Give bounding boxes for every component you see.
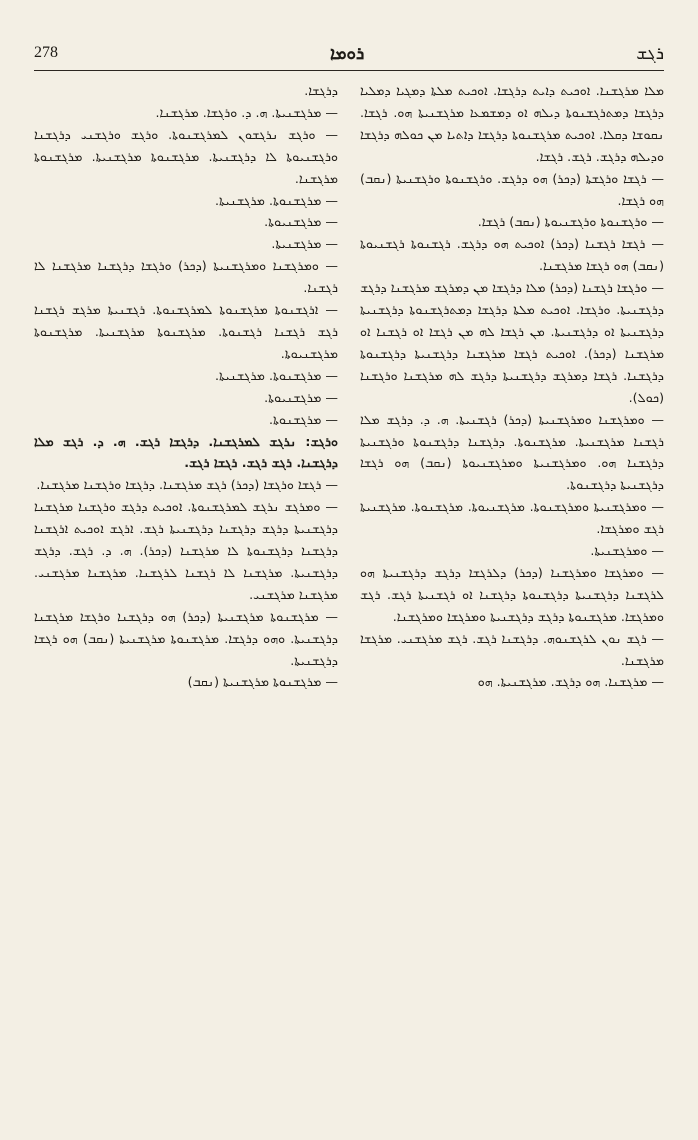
entry: — ܡܪܓܫܢܐ. ܗܘ ܕܪܓܫ. ܡܪܓܫܢܝܬܐ. ܗܘ bbox=[477, 674, 664, 690]
entry: — ܐܪܓܫܢܘܬܐ ܡܪܓܫܢܘܬܐ ܠܡܪܓܫܢܘܬܐ. ܪܓܫܢܝܬܐ ܡܪܓܫ ܪܓܫܢܐ ܪܓܫ ܪܓܫܢܐ ܪܓܫܢܘܬܐ. ܡܪܓܫܢܘܬܐ ܡܪܓܫܢܝܬܐ. ܡܪܓܫܢܘܬܐ ܡܪܓܫܢܝܘܬܐ. bbox=[34, 302, 338, 361]
entry: — ܪܓܫܐ ܘܪܓܫܬܐ (ܕܟܪ) ܗܘ ܕܪܓܫ. ܘܪܓܫܢܘܬܐ ܘܪܓܫܢܝܬܐ (ܢܩܒ) ܗܘ ܪܓܫܐ. bbox=[360, 170, 664, 208]
entry: — ܘܪܓܫܢܘܬܐ ܘܪܓܫܢܝܘܬܐ (ܢܩܒ) ܪܓܫܐ. bbox=[477, 214, 664, 230]
entry: — ܡܪܓܫܢܘܬܐ. ܡܪܓܫܢܝܬܐ. bbox=[214, 367, 338, 383]
entry: ܕܪܓܫܐ. bbox=[304, 83, 338, 98]
entry: — ܡܪܓܫܢܘܬܐ. bbox=[268, 411, 338, 427]
entry: — ܘܪܓܫ ܢܪܓܫܘܢ ܠܡܪܓܫܢܘܬܐ. ܘܪܓܫ ܘܪܓܫܢܝ ܕܪܓܫܢܐ ܘܪܓܫܢܝܘܬܐ ܠܐ ܕܪܓܫܢܝܬܐ. ܡܪܓܫܢܘܬܐ ܡܪܓܫܢܝܬܐ. ܡܪܓܫܢܘܬܐ ܡܪܓܫܢܐ. bbox=[34, 126, 338, 186]
entry: — ܪܓܫ ܢܘܢ ܠܪܓܫܢܘܗ. ܕܪܓܫܢܐ ܪܓܫ. ܪܓܫ ܡܪܓܫܢܝ. ܡܪܓܫܐ ܡܪܓܫܢܐ. bbox=[360, 630, 664, 668]
entry: — ܡܪܓܫܢܘܬܐ ܡܪܓܫܢܝܬܐ (ܕܟܪ) ܗܘ ܕܪܓܫܢܐ ܘܪܓܫܐ ܡܪܓܫܢܐ ܕܪܓܫܢܝܬܐ. ܘܗܘ ܕܪܓܫܐ. ܡܪܓܫܢܘܬܐ ܡܪܓܫܢܝܬܐ (ܢܩܒ) ܗܘ ܪܓܫܐ ܕܪܓܫܢܝܬܐ. bbox=[34, 608, 338, 668]
entry: — ܪܓܫܐ ܪܓܫܢܐ (ܕܟܪ) ܐܘܟܝܬ ܗܘ ܕܪܓܫ. ܪܓܫܢܘܬܐ ܪܓܫܢܝܘܬܐ (ܢܩܒ) ܗܘ ܪܓܫܐ ܡܪܓܫܢܐ. bbox=[360, 236, 664, 274]
entry: — ܘܡܪܓܫ ܢܪܓܫ ܠܡܪܓܫܢܘܬܐ. ܐܘܟܝܬ ܕܪܓܫ ܘܪܓܫܢܐ ܡܪܓܫܢܐ ܕܪܓܫܢܝܬܐ ܕܪܓܫ ܕܪܓܫܢܐ ܕܪܓܫܢܝܬܐ ܪܓܫ. ܐܪܓܫ ܐܘܟܝܬ ܐܪܓܫܢܐ ܕܪܓܫܢܐ ܕܪܓܫܢܘܬܐ ܠܐ ܡܪܓܫܢܐ (ܕܟܪ). ܗ. ܕ. ܪܓܫ. ܕܪܓܫ ܕܪܓܫܢܝܬܐ. ܡܪܓܫܢܐ ܠܐ ܪܓܫܢܐ ܠܪܓܫܢܐ. ܡܪܓܫܢܐ ܡܪܓܫܢܝ. ܡܪܓܫܢܐ ܡܪܓܫܢܝ. bbox=[34, 499, 338, 602]
entry: — ܘܪܓܫܐ ܪܓܫܢܐ (ܕܟܪ) ܡܠܐ ܕܪܓܫܐ ܡܢ ܕܡܪܓܫ ܡܪܓܫܢܐ ܕܪܓܫ ܕܪܓܫܢܝܬܐ. ܘܪܓܫܐ. ܐܘܟܝܬ ܡܠܬܐ ܕܪܓܫܐ ܕܡܬܪܓܫܢܘܬܐ ܕܪܓܫܢܝܬܐ ܕܪܓܫܢܝܬܐ ܐܘ ܕܪܓܫܢܝܬܐ. ܡܢ ܪܓܫܐ ܠܗ ܡܢ ܪܓܫܐ ܐܘ ܪܓܫܢܐ ܐܘ ܡܪܓܫܢܐ (ܕܟܪ). ܐܘܟܝܬ ܪܓܫܐ ܡܪܓܫܢܐ ܕܪܓܫܢܝܬܐ ܕܪܓܫܢܘܬܐ ܕܪܓܫܢܐ. ܪܓܫܐ ܕܡܪܓܫ ܕܪܓܫܢܝܬܐ ܕܪܓܫ ܠܗ ܡܪܓܫܢܐ ܘܪܓܫܢܐ (ܟܘܠ). bbox=[360, 280, 664, 405]
entry: — ܡܪܓܫܢܝܬܐ. bbox=[271, 236, 338, 252]
entry: — ܘܡܪܓܫܢܐ ܘܡܪܓܫܢܝܬܐ (ܕܟܪ) ܪܓܫܢܝܬܐ. ܗ. ܕ. ܕܪܓܫ ܡܠܐ ܪܓܫܢܐ ܡܪܓܫܢܝܬܐ. ܡܪܓܫܢܘܬܐ. ܕܪܓܫܢܐ ܕܪܓܫܢܘܬܐ ܘܪܓܫܢܝܬܐ ܕܪܓܫܢܐ ܗܘ. ܘܡܪܓܫܢܝܬܐ ܘܡܪܓܫܢܝܘܬܐ (ܢܩܒ) ܗܘ ܪܓܫܐ ܕܪܓܫܢܝܬܐ ܕܪܓܫܢܘܬܐ. bbox=[360, 411, 664, 493]
entry: ܡܠܐ ܡܪܓܫܢܐ. ܐܘܟܝܬ ܕܐܝܬ ܕܪܓܫܐ. ܐܘܟܝܬ ܡܠܬܐ ܕܡܓܝܐ ܕܡܠܝܐ ܕܪܓܫܐ ܕܡܬܪܓܫܢܘܬܐ ܕܝܠܗ ܐܘ ܕܡܫܡܥܐ ܡܪܓܫܢܝܬܐ ܗܘ. ܪܓܫܐ. ܢܩܘܫܐ ܕܩܠܐ. ܐܘܟܝܬ ܡܪܓܫܢܘܬܐ ܕܪܓܫܐ ܕܐܬܝܐ ܡܢ ܟܘܠܗ ܕܪܓܫܐ ܘܕܝܠܗ ܕܪܓܫ. ܪܓܫ. ܪܓܫܐ. bbox=[360, 83, 664, 164]
running-title: ܪܘܡܐ bbox=[330, 44, 365, 63]
text-columns bbox=[34, 80, 664, 1116]
left-column bbox=[34, 80, 338, 1116]
entry: — ܡܪܓܫܢܝܘܬܐ. bbox=[264, 214, 338, 230]
entry: — ܘܡܪܓܫܢܝܬܐ. bbox=[590, 543, 664, 559]
entry: — ܡܪܓܫܢܘܬܐ ܡܪܓܫܢܝܬܐ (ܢܩܒ) bbox=[187, 674, 338, 690]
entry: — ܘܡܪܓܫܢܐ ܘܡܪܓܫܢܝܬܐ (ܕܟܪ) ܘܪܓܫܐ ܕܪܓܫܢܐ ܡܪܓܫܢܐ ܠܐ ܪܓܫܢܐ. bbox=[34, 258, 338, 296]
headword-entry: ܘܪܓܫ: ܢܪܓܫ ܠܡܪܓܫܢܐ. ܕܪܓܫܐ ܪܓܫ. ܗ. ܕ. ܪܓܫ ܡܠܐ ܕܪܓܫܢܐ. ܪܓܫ ܪܓܫ. ܪܓܫܐ ܪܓܫ. bbox=[34, 433, 338, 471]
page-header bbox=[34, 44, 664, 72]
entry: — ܘܡܪܓܫܐ ܘܡܪܓܫܢܐ (ܕܟܪ) ܕܠܪܓܫܐ ܕܪܓܫ ܕܪܓܫܢܝܬܐ ܗܘ ܠܪܓܫܢܐ ܕܪܓܫܢܝܬܐ ܕܪܓܫܢܘܬܐ ܕܪܓܫܢܐ ܐܘ ܪܓܫܢܝܬܐ ܪܓܫ. ܪܓܫ ܘܡܪܓܫܐ. ܡܪܓܫܢܘܬܐ ܕܪܓܫ ܕܪܓܫܢܝܬܐ ܘܡܪܓܫܐ ܘܡܪܓܫܢܐ. bbox=[360, 564, 664, 624]
page-number: 278 bbox=[34, 44, 58, 61]
entry: — ܘܡܪܓܫܢܝܬܐ ܘܡܪܓܫܢܘܬܐ. ܡܪܓܫܢܝܘܬܐ. ܡܪܓܫܢܘܬܐ. ܡܪܓܫܢܝܬܐ ܪܓܫ ܘܡܪܓܫܐ. bbox=[360, 499, 664, 537]
entry: — ܡܪܓܫܢܘܬܐ. ܡܪܓܫܢܝܬܐ. bbox=[214, 192, 338, 208]
entry: — ܡܪܓܫܢܝܘܬܐ. bbox=[264, 389, 338, 405]
entry: — ܪܓܫܐ ܘܪܓܫܐ (ܕܟܪ) ܪܓܫ ܡܪܓܫܢܐ. ܕܪܓܫܐ ܘܪܓܫܢܐ ܡܪܓܫܢܐ. bbox=[36, 477, 338, 493]
entry: — ܡܪܓܫܢܝܬܐ. ܗ. ܕ. ܘܪܓܫܐ. ܡܪܓܫܢܐ. bbox=[155, 104, 338, 120]
right-column bbox=[360, 80, 664, 1116]
header-rule bbox=[34, 70, 664, 71]
running-headword: ܪܓܫ bbox=[636, 44, 664, 63]
